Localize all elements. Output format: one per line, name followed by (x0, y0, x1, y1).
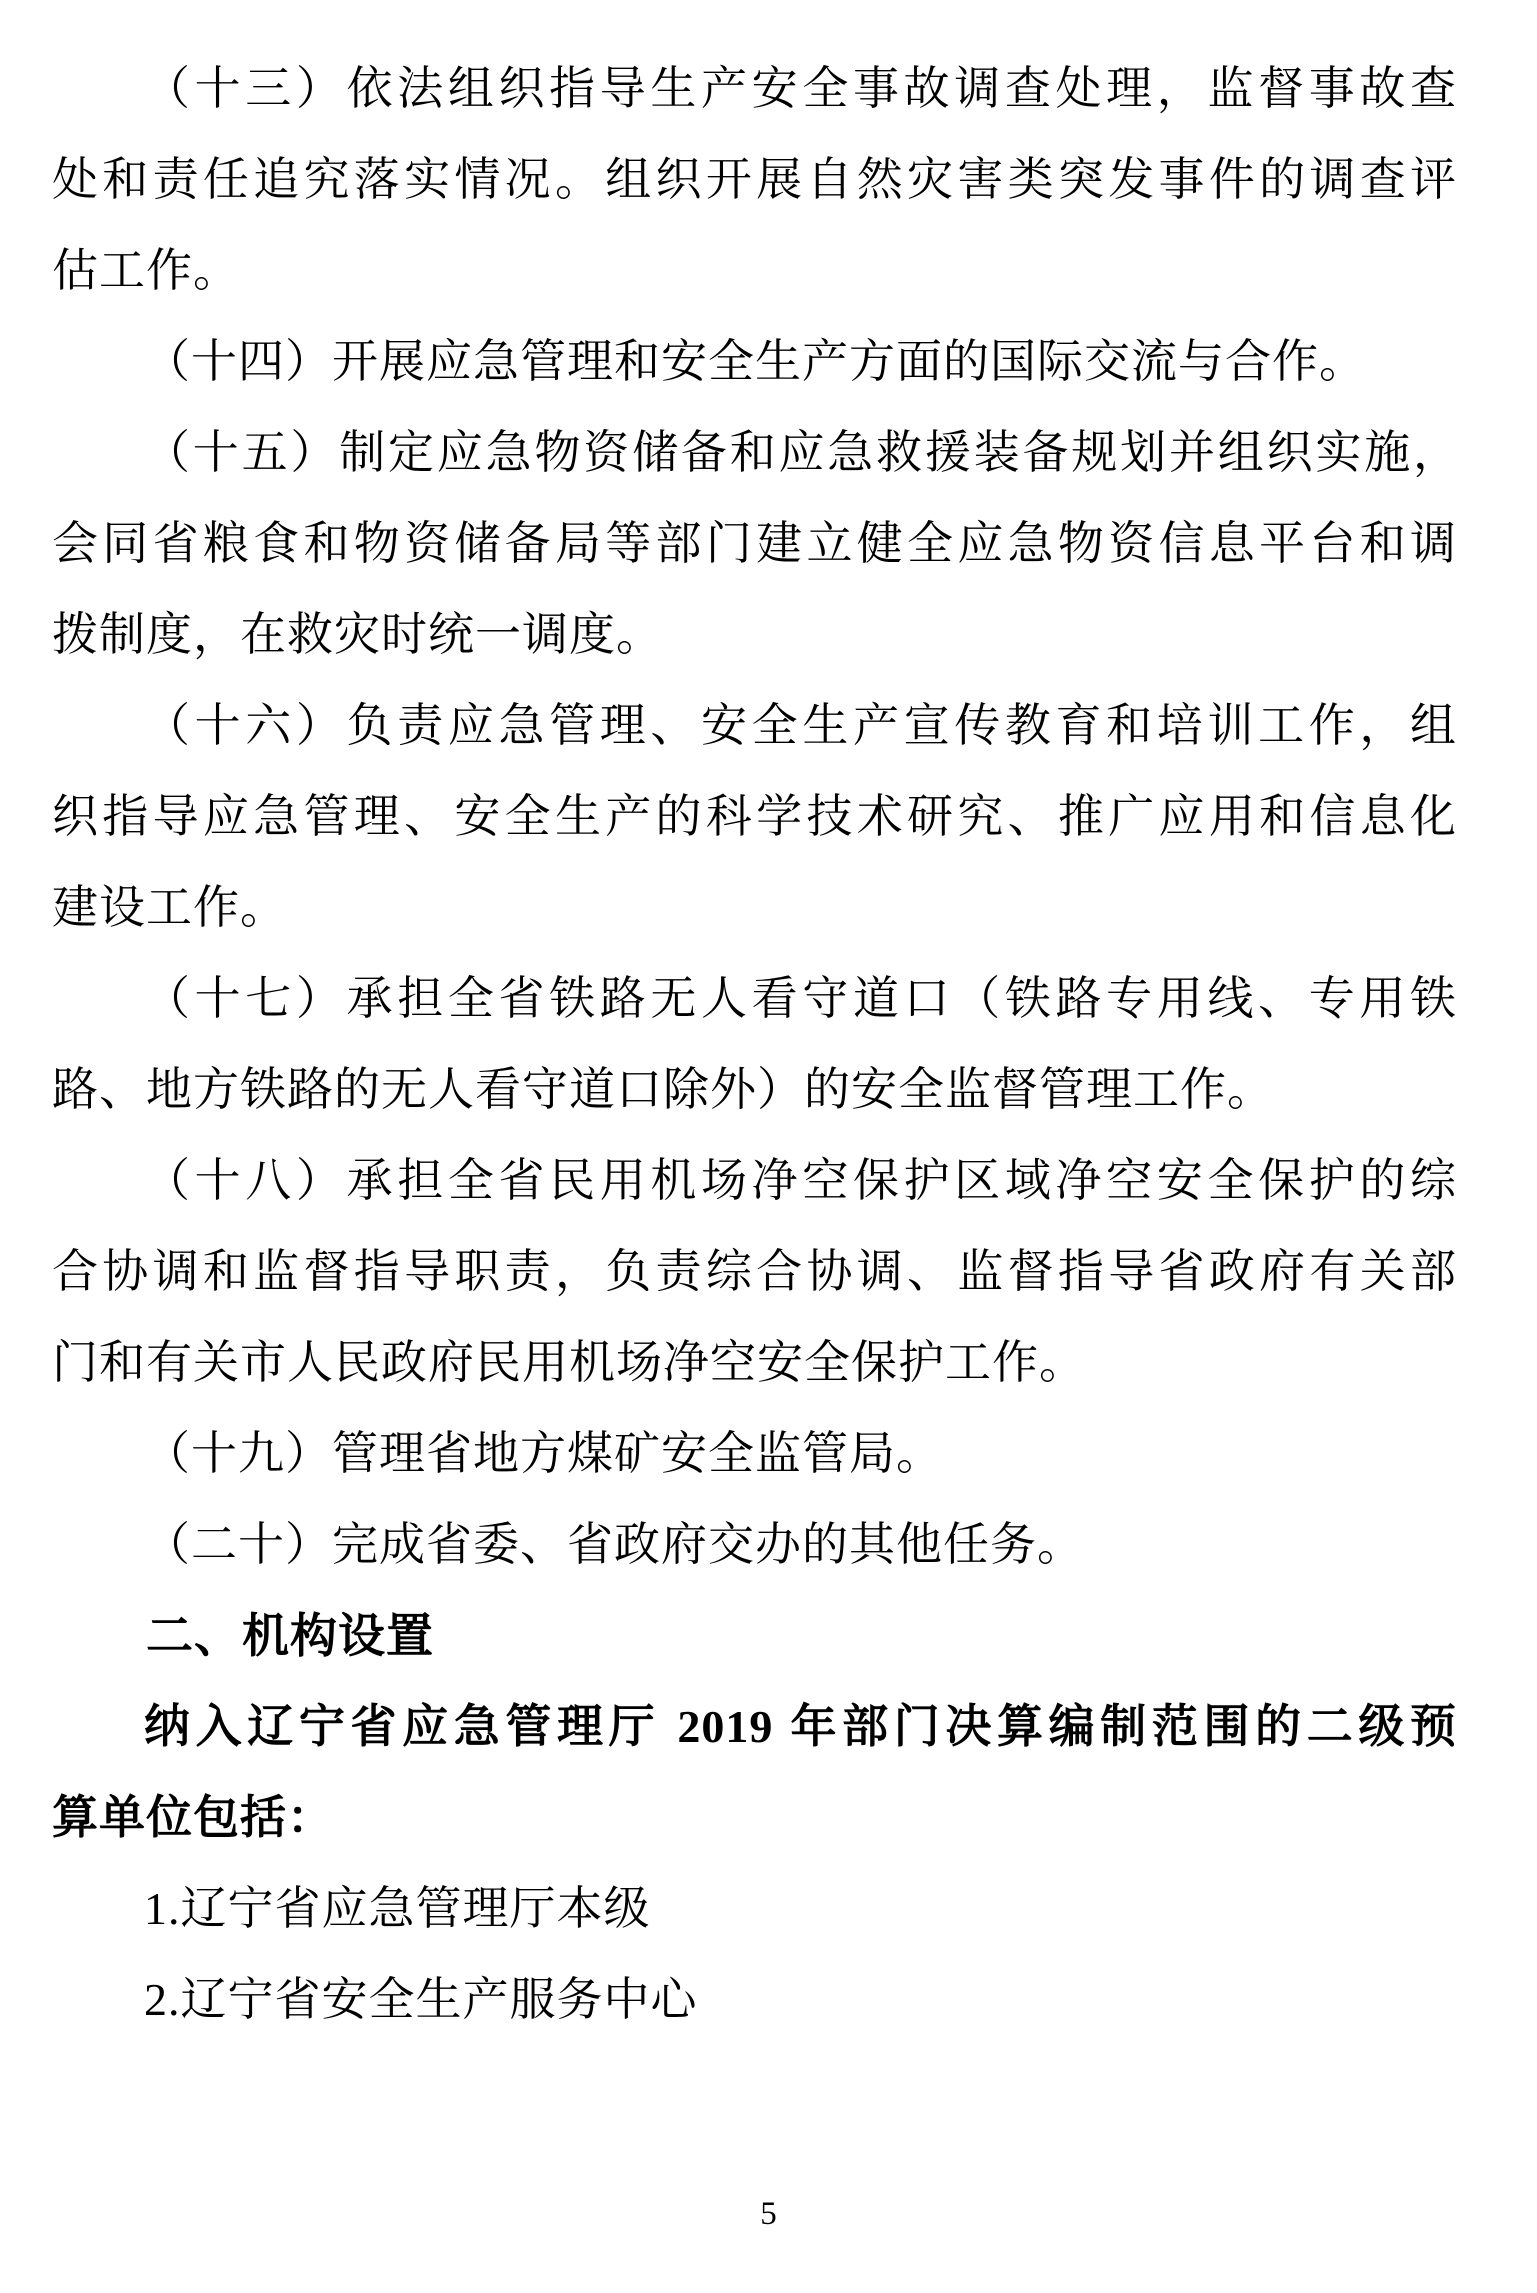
text-line: （十六）负责应急管理、安全生产宣传教育和培训工作，组 (144, 700, 1457, 751)
text-line: （十八）承担全省民用机场净空保护区域净空安全保护的综 (144, 1155, 1457, 1206)
text-line: 估工作。 (52, 245, 240, 296)
list-item: 1.辽宁省应急管理厅本级 (144, 1883, 651, 1934)
page-number: 5 (760, 2196, 777, 2232)
text-line: 处和责任追究落实情况。组织开展自然灾害类突发事件的调查评 (52, 154, 1457, 205)
document-body (52, 43, 1457, 2045)
text-line: 纳入辽宁省应急管理厅 2019 年部门决算编制范围的二级预 (144, 1701, 1457, 1752)
text-line: （十四）开展应急管理和安全生产方面的国际交流与合作。 (144, 336, 1366, 387)
text-line: （十七）承担全省铁路无人看守道口（铁路专用线、专用铁 (144, 973, 1457, 1024)
text-line: 会同省粮食和物资储备局等部门建立健全应急物资信息平台和调 (52, 518, 1457, 569)
text-line: 拨制度，在救灾时统一调度。 (52, 609, 663, 660)
text-line: 门和有关市人民政府民用机场净空安全保护工作。 (52, 1337, 1086, 1388)
text-line: 合协调和监督指导职责，负责综合协调、监督指导省政府有关部 (52, 1246, 1457, 1297)
list-item: 2.辽宁省安全生产服务中心 (144, 1974, 698, 2025)
text-line: （十五）制定应急物资储备和应急救援装备规划并组织实施， (144, 427, 1457, 478)
section-heading: 二、机构设置 (146, 1609, 434, 1662)
text-line: （二十）完成省委、省政府交办的其他任务。 (144, 1519, 1084, 1570)
text-line: 织指导应急管理、安全生产的科学技术研究、推广应用和信息化 (52, 791, 1457, 842)
text-line: 建设工作。 (52, 882, 287, 933)
text-line: 路、地方铁路的无人看守道口除外）的安全监督管理工作。 (52, 1064, 1274, 1115)
text-line: （十九）管理省地方煤矿安全监管局。 (144, 1428, 943, 1479)
text-line: （十三）依法组织指导生产安全事故调查处理，监督事故查 (144, 63, 1457, 114)
text-line: 算单位包括： (52, 1792, 334, 1843)
